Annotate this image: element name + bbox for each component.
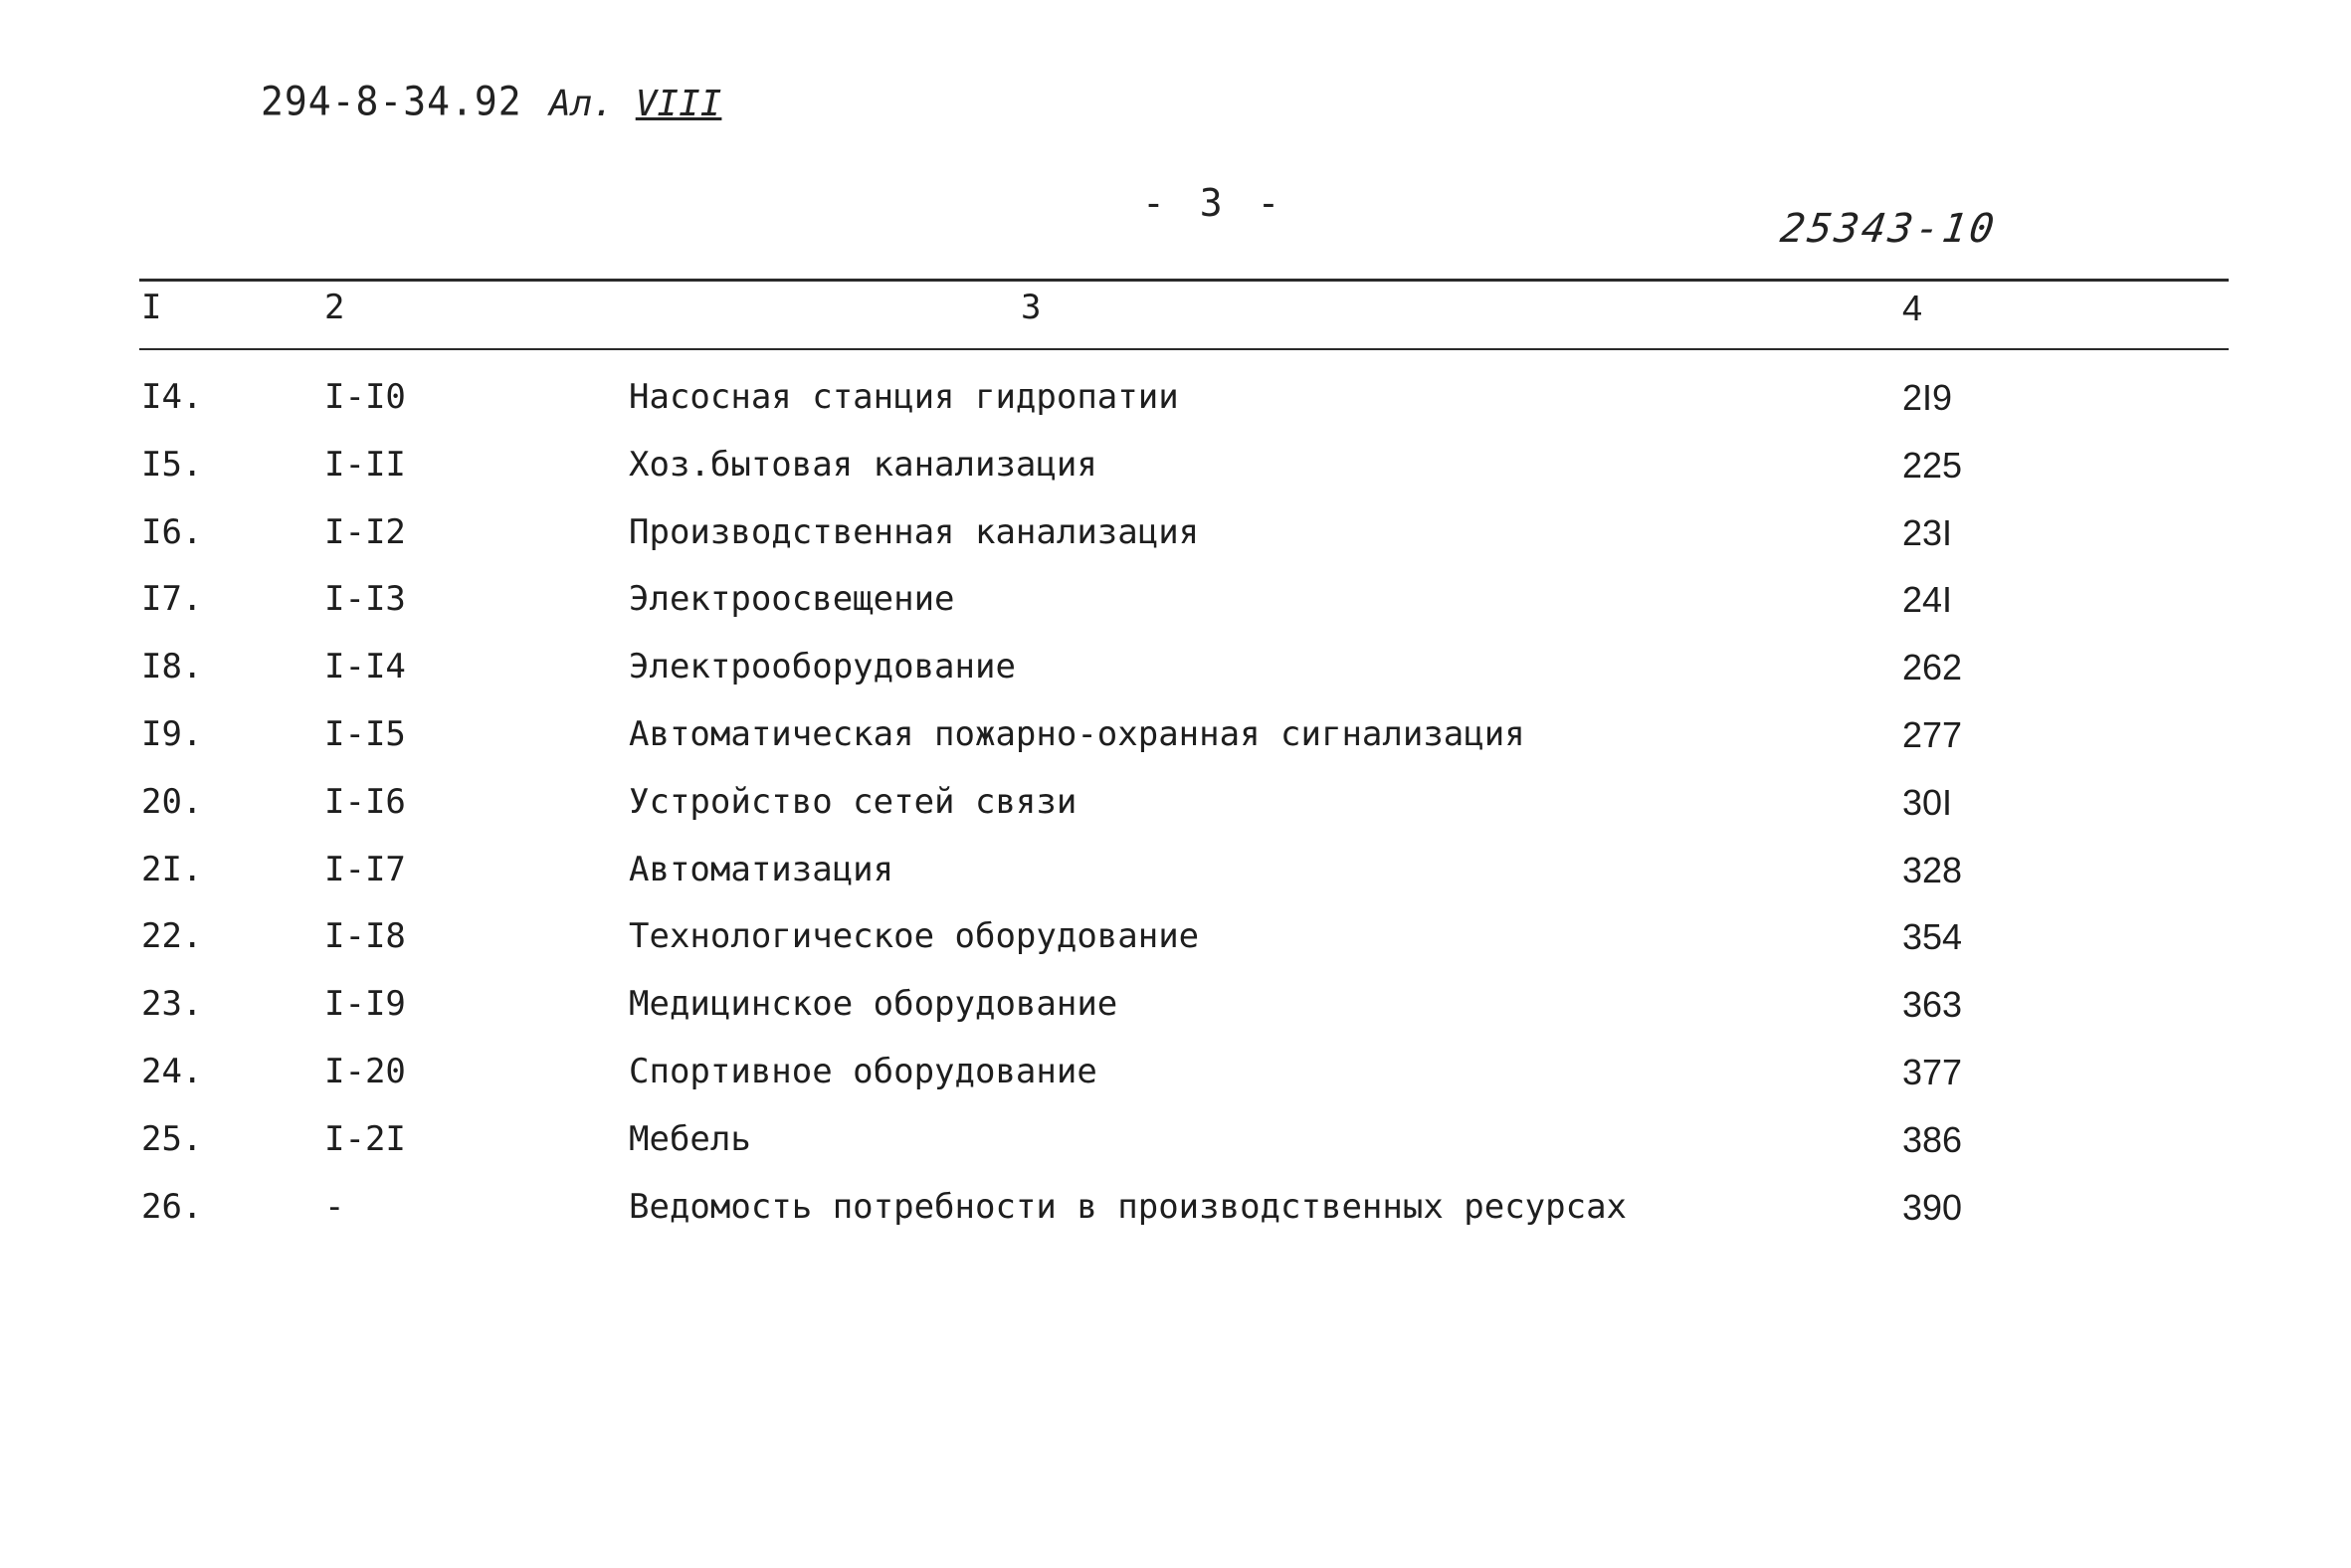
row-number: I5. bbox=[141, 444, 203, 485]
section-code: I-I4 bbox=[324, 647, 406, 687]
column-header-3: 3 bbox=[1021, 288, 1042, 327]
section-title: Электроосвещение bbox=[629, 579, 955, 620]
row-number: 20. bbox=[141, 781, 203, 822]
section-title: Технологическое оборудование bbox=[629, 916, 1200, 957]
row-number: I6. bbox=[141, 511, 203, 552]
section-title: Спортивное оборудование bbox=[629, 1052, 1097, 1091]
page-reference: 225 bbox=[1902, 444, 1963, 486]
section-title: Хоз.бытовая канализация bbox=[629, 444, 1097, 485]
section-title: Медицинское оборудование bbox=[629, 984, 1118, 1025]
section-code: I-I0 bbox=[324, 377, 406, 417]
table-row bbox=[0, 984, 2351, 1037]
section-title: Автоматизация bbox=[629, 849, 894, 889]
column-header-1: I bbox=[141, 288, 162, 327]
table-row bbox=[0, 377, 2351, 430]
row-number: I8. bbox=[141, 647, 203, 687]
section-code: I-I8 bbox=[324, 916, 406, 957]
page-reference: 2I9 bbox=[1902, 377, 1953, 418]
page-reference: 354 bbox=[1902, 916, 1963, 958]
document-code: 294-8-34.92 bbox=[261, 78, 522, 125]
table-row bbox=[0, 511, 2351, 565]
table-header-rule bbox=[139, 348, 2229, 350]
table-row bbox=[0, 579, 2351, 632]
section-code: I-II bbox=[324, 444, 406, 485]
section-title: Мебель bbox=[629, 1118, 751, 1159]
section-title: Автоматическая пожарно-охранная сигнализация bbox=[629, 714, 1525, 754]
section-title: Электрооборудование bbox=[629, 647, 1016, 687]
page-reference: 277 bbox=[1902, 714, 1963, 755]
archive-number: 25343-10 bbox=[1777, 206, 2000, 252]
row-number: 23. bbox=[141, 984, 203, 1025]
section-code: I-2I bbox=[324, 1118, 406, 1159]
table-row bbox=[0, 1186, 2351, 1240]
page-reference: 386 bbox=[1902, 1118, 1963, 1160]
section-title: Производственная канализация bbox=[629, 511, 1200, 552]
row-number: 24. bbox=[141, 1052, 203, 1091]
section-code: - bbox=[324, 1186, 345, 1227]
section-code: I-I5 bbox=[324, 714, 406, 754]
page-reference: 262 bbox=[1902, 647, 1963, 688]
row-number: I9. bbox=[141, 714, 203, 754]
table-row bbox=[0, 1052, 2351, 1104]
table-row bbox=[0, 444, 2351, 497]
row-number: 26. bbox=[141, 1186, 203, 1227]
page-reference: 24I bbox=[1902, 579, 1953, 621]
section-code: I-I2 bbox=[324, 511, 406, 552]
page-reference: 328 bbox=[1902, 849, 1963, 890]
page-reference: 377 bbox=[1902, 1052, 1963, 1092]
column-header-2: 2 bbox=[324, 288, 345, 327]
section-code: I-I9 bbox=[324, 984, 406, 1025]
section-title: Устройство сетей связи bbox=[629, 781, 1078, 822]
row-number: 2I. bbox=[141, 849, 203, 889]
table-row bbox=[0, 849, 2351, 902]
page-reference: 30I bbox=[1902, 781, 1953, 823]
row-number: I4. bbox=[141, 377, 203, 417]
column-header-4: 4 bbox=[1902, 288, 1923, 328]
section-code: I-20 bbox=[324, 1052, 406, 1091]
table-row bbox=[0, 714, 2351, 767]
section-code: I-I6 bbox=[324, 781, 406, 822]
page-reference: 363 bbox=[1902, 984, 1963, 1026]
table-top-rule bbox=[139, 279, 2229, 282]
page-number: - 3 - bbox=[1142, 181, 1286, 225]
table-row bbox=[0, 1118, 2351, 1172]
table-row bbox=[0, 647, 2351, 699]
sheet-prefix: Ал. bbox=[549, 84, 615, 124]
section-code: I-I3 bbox=[324, 579, 406, 620]
page-reference: 23I bbox=[1902, 511, 1953, 553]
section-title: Ведомость потребности в производственных ресурсах bbox=[629, 1186, 1628, 1227]
table-row bbox=[0, 781, 2351, 835]
table-header-row bbox=[0, 288, 2351, 340]
section-title: Насосная станция гидропатии bbox=[629, 377, 1179, 417]
sheet-roman-numeral: VIII bbox=[635, 84, 722, 124]
sheet-label bbox=[549, 84, 721, 124]
table-row bbox=[0, 916, 2351, 969]
row-number: I7. bbox=[141, 579, 203, 620]
page-reference: 390 bbox=[1902, 1186, 1963, 1228]
row-number: 22. bbox=[141, 916, 203, 957]
section-code: I-I7 bbox=[324, 849, 406, 889]
row-number: 25. bbox=[141, 1118, 203, 1159]
